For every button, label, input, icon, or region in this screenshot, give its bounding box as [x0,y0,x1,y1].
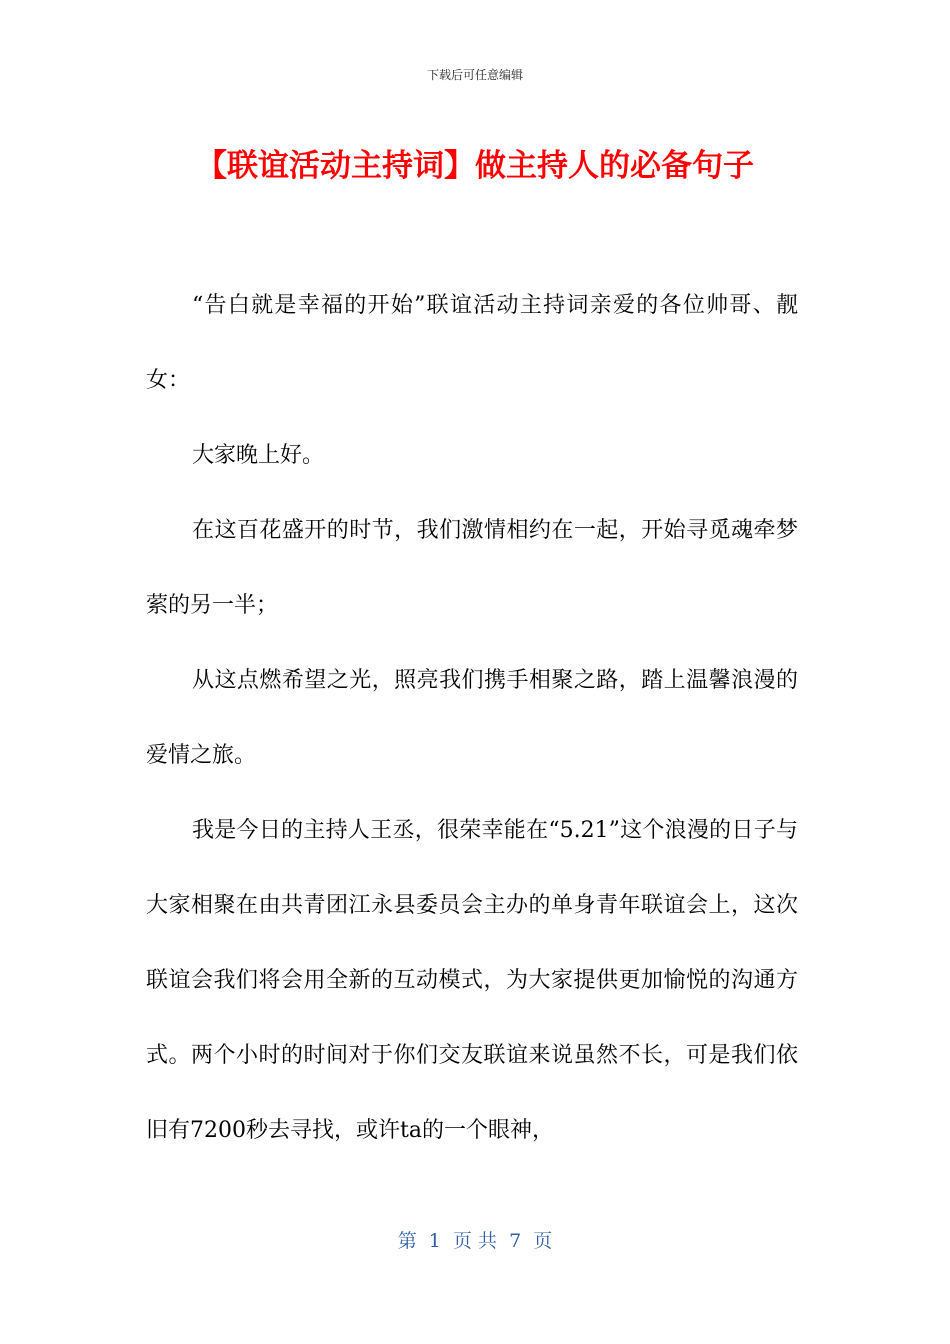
paragraph: 在这百花盛开的时节，我们激情相约在一起，开始寻觅魂牵梦萦的另一半； [146,518,798,618]
document-title: 【联谊活动主持词】做主持人的必备句子 [196,148,754,184]
header-note: 下载后可任意编辑 [426,68,523,82]
page-footer: 第 1 页 共 7 页 [397,1230,553,1252]
paragraph: 从这点燃希望之光，照亮我们携手相聚之路，踏上温馨浪漫的爱情之旅。 [146,668,798,768]
paragraph: 大家晚上好。 [192,443,325,468]
paragraph: “告白就是幸福的开始”联谊活动主持词亲爱的各位帅哥、靓女： [146,293,798,393]
document-body [146,268,798,1168]
paragraph: 我是今日的主持人王丞，很荣幸能在“5.21”这个浪漫的日子与大家相聚在由共青团江永县委员会主办的单身青年联谊会上，这次联谊会我们将会用全新的互动模式，为大家提供更加愉悦的沟通方式。两个小时的时间对于你们交友联谊来说虽然不长，可是我们依旧有7200秒去寻找，或许ta的一个眼神， [146,818,798,1143]
